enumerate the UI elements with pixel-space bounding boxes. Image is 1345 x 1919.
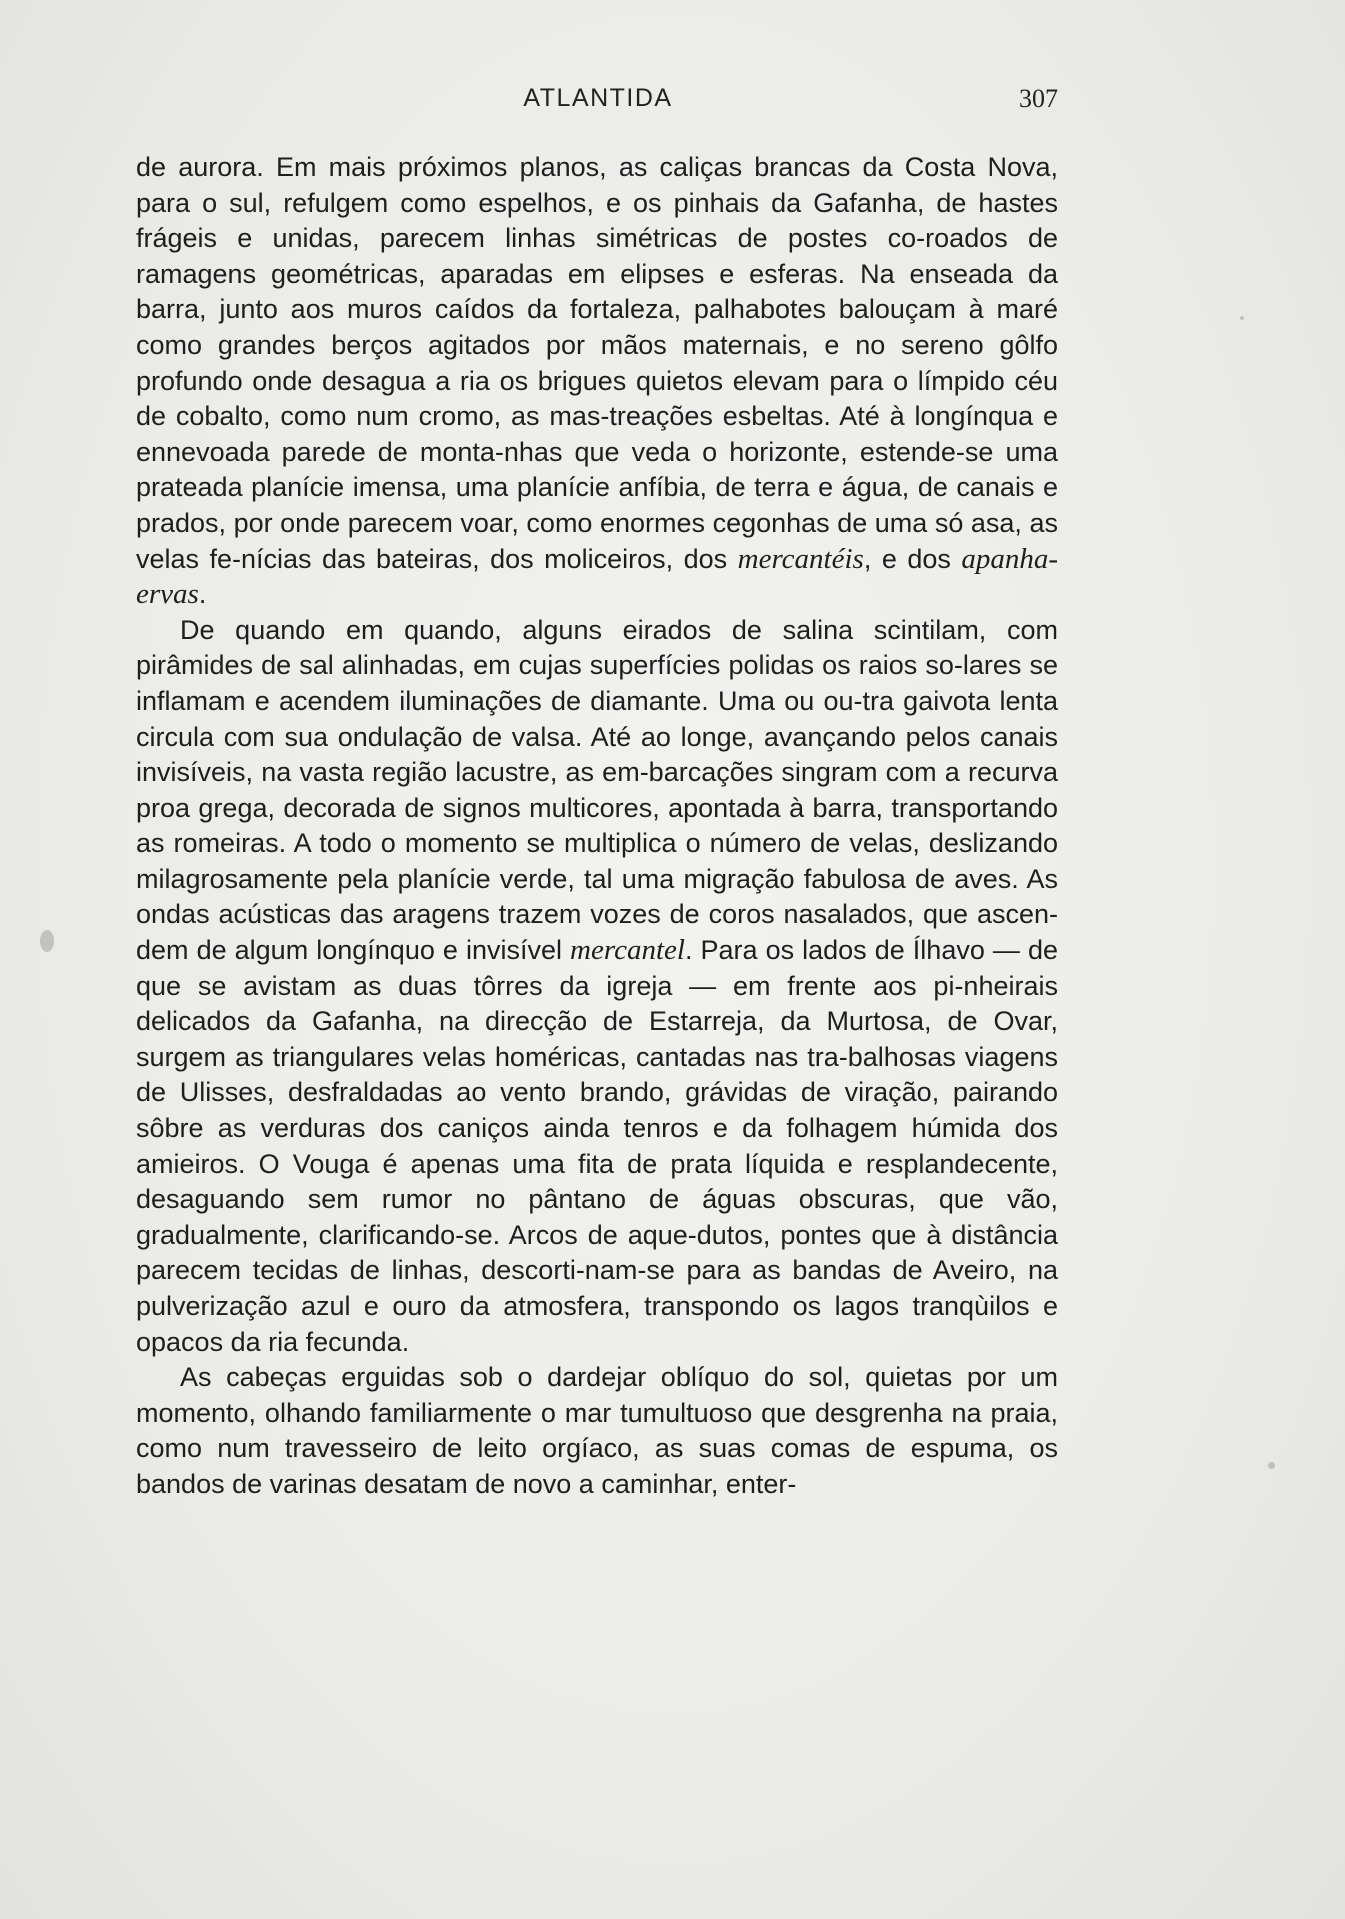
ink-spot bbox=[40, 930, 54, 952]
text-run: . bbox=[198, 579, 207, 610]
italic-term: mercantéis bbox=[737, 542, 864, 575]
paragraph bbox=[136, 613, 1058, 1360]
ink-spot bbox=[1268, 1462, 1275, 1469]
text-run: , e dos bbox=[863, 543, 962, 574]
text-run: de aurora. Em mais próximos planos, as caliças brancas da Costa Nova, para o sul, refulgem como espelhos, e os pinhais da Gafanha, de hastes frágeis e unidas, parecem linhas simétricas de postes co-roados de ramagens geométricas, aparadas em elipses e esferas. Na enseada da barra, junto aos muros caídos da fortaleza, palhabotes balouçam à maré como grandes berços agitados por mãos maternais, e no sereno gôlfo profundo onde desagua a ria os brigues quietos elevam para o límpido céu de cobalto, como num cromo, as mas-treações esbeltas. Até à longínqua e ennevoada parede de monta-nhas que veda o horizonte, estende-se uma prateada planície imensa, uma planície anfíbia, de terra e água, de canais e prados, por onde parecem voar, como enormes cegonhas de uma só asa, as velas fe-nícias das bateiras, dos moliceiros, dos bbox=[136, 152, 1058, 574]
page-header bbox=[138, 84, 1058, 124]
italic-term: mercantel bbox=[570, 934, 685, 967]
text-run: . Para os lados de Ílhavo — de que se avistam as duas tôrres da igreja — em frente aos pi-nheirais delicados da Gafanha, na direcção de Estarreja, da Murtosa, de Ovar, surgem as triangulares velas homéricas, cantadas nas tra-balhosas viagens de Ulisses, desfraldadas ao vento brando, grávidas de viração, pairando sôbre as verduras dos caniços ainda tenros e da folhagem húmida dos amieiros. O Vouga é apenas uma fita de prata líquida e resplandecente, desaguando sem rumor no pântano de águas obscuras, que vão, gradualmente, clarificando-se. Arcos de aque-dutos, pontes que à distância parecem tecidas de linhas, descorti-nam-se para as bandas de Aveiro, na pulverização azul e ouro da atmosfera, transpondo os lagos tranqùilos e opacos da ria fecunda. bbox=[136, 935, 1058, 1357]
text-run: As cabeças erguidas sob o dardejar oblíquo do sol, quietas por um momento, olhando familiarmente o mar tumultuoso que desgrenha na praia, como num travesseiro de leito orgíaco, as suas comas de espuma, os bandos de varinas desatam de novo a caminhar, enter- bbox=[136, 1362, 1058, 1499]
running-title: ATLANTIDA bbox=[523, 84, 673, 112]
page-number: 307 bbox=[1019, 84, 1058, 113]
paragraph bbox=[136, 150, 1058, 613]
text-run: De quando em quando, alguns eirados de salina scintilam, com pirâmides de sal alinhadas, em cujas superfícies polidas os raios so-lares se inflamam e acendem iluminações de diamante. Uma ou ou-tra gaivota lenta circula com sua ondulação de valsa. Até ao longe, avançando pelos canais invisíveis, na vasta região lacustre, as em-barcações singram com a recurva proa grega, decorada de signos multicores, apontada à barra, transportando as romeiras. A todo o momento se multiplica o número de velas, deslizando milagrosamente pela planície verde, tal uma migração fabulosa de aves. As ondas acústicas das aragens trazem vozes de coros nasalados, que ascen-dem de algum longínquo e invisível bbox=[136, 614, 1058, 966]
italic-term: apanha-ervas bbox=[136, 542, 1059, 611]
paragraph bbox=[136, 1360, 1058, 1502]
ink-spot bbox=[1240, 316, 1244, 320]
body-text bbox=[136, 150, 1058, 1503]
